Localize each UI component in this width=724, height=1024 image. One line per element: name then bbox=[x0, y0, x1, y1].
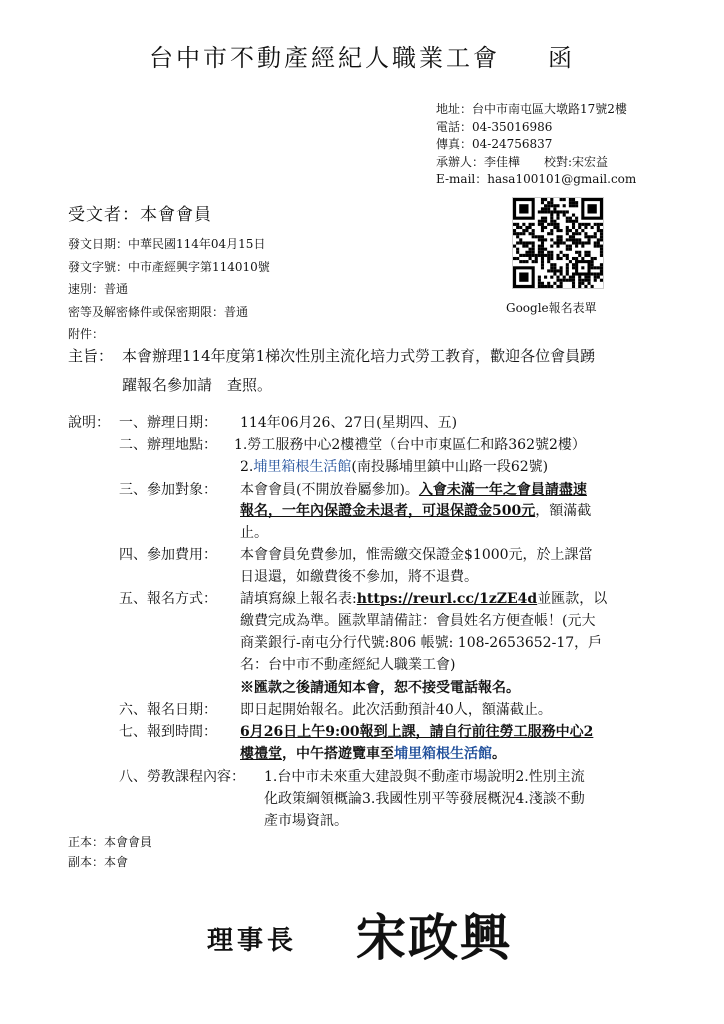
item3-text-3: 止。 bbox=[240, 525, 268, 541]
registration-link[interactable]: https://reurl.cc/1zZE4d bbox=[356, 591, 538, 607]
contact-phone: 電話：04-35016986 bbox=[436, 119, 553, 134]
item2-text-2-prefix: 2. bbox=[240, 459, 254, 475]
item4-label: 四、參加費用： bbox=[119, 547, 217, 563]
item5-text-4: 名：台中市不動產經紀人職業工會) bbox=[240, 657, 456, 673]
meta-speed: 速別：普通 bbox=[68, 282, 129, 296]
explanation-label: 說明： bbox=[68, 415, 110, 431]
contact-fax: 傳真：04-24756837 bbox=[436, 137, 553, 152]
item7-bold-1: 6月26日上午9:00報到上課，請自行前往勞工服務中心2 bbox=[240, 724, 594, 740]
cc-original: 正本：本會會員 bbox=[68, 835, 153, 849]
item5-text-1-suffix: 並匯款，以 bbox=[537, 591, 608, 607]
item7-bold-2-end: 。 bbox=[492, 746, 506, 762]
subject-line-2: 躍報名參加請 查照。 bbox=[122, 376, 273, 394]
qr-code-graphic bbox=[513, 198, 603, 288]
item7-place: 埔里箱根生活館 bbox=[394, 746, 492, 762]
org-title: 台中市不動產經紀人職業工會 bbox=[149, 44, 500, 72]
recipient: 受文者：本會會員 bbox=[68, 205, 212, 225]
item5-label: 五、報名方式： bbox=[119, 591, 217, 607]
item4-text-2: 日退還，如繳費後不參加，將不退費。 bbox=[240, 569, 478, 585]
item2-place: 埔里箱根生活館 bbox=[253, 459, 352, 475]
meta-block bbox=[68, 233, 270, 346]
meta-attachment: 附件： bbox=[68, 327, 105, 341]
item7-bold-2-mid: ，中午搭遊覽車至 bbox=[282, 746, 394, 762]
item3-line-2 bbox=[240, 500, 591, 522]
item2-text-2 bbox=[240, 456, 548, 478]
item3-line-1 bbox=[240, 479, 587, 501]
item5-text-3: 商業銀行-南屯分行代號:806 帳號: 108-2653652-17，戶 bbox=[240, 635, 603, 651]
item7-line-2 bbox=[240, 743, 506, 765]
item1-text: 114年06月26、27日(星期四、五) bbox=[240, 415, 458, 431]
item2-text-1: 1.勞工服務中心2樓禮堂（台中市東區仁和路362號2樓） bbox=[234, 437, 586, 453]
meta-secrecy: 密等及解密條件或保密期限：普通 bbox=[68, 304, 249, 319]
item7-bold-2-prefix: 樓禮堂 bbox=[240, 746, 282, 762]
item8-label: 八、勞教課程內容： bbox=[119, 769, 245, 785]
doc-type: 函 bbox=[548, 44, 575, 72]
contact-handler: 承辦人：李佳樺 校對:宋宏益 bbox=[436, 154, 609, 169]
contact-email: E-mail：hasa100101@gmail.com bbox=[436, 172, 637, 187]
item8-text-2: 化政策綱領概論3.我國性別平等發展概況4.淺談不動 bbox=[264, 791, 585, 807]
cc-copy: 副本：本會 bbox=[68, 855, 129, 869]
item4-text-1: 本會會員免費參加，惟需繳交保證金$1000元，於上課當 bbox=[240, 547, 593, 563]
qr-code-icon[interactable] bbox=[512, 197, 604, 289]
chairman-title: 理事長 bbox=[207, 926, 298, 956]
item7-label: 七、報到時間： bbox=[119, 724, 217, 740]
contact-address: 地址：台中市南屯區大墩路17號2樓 bbox=[436, 102, 627, 116]
item3-bold-1: 入會未滿一年之會員請盡速 bbox=[418, 482, 587, 498]
item6-label: 六、報名日期： bbox=[119, 702, 217, 718]
subject-line-1: 本會辦理114年度第1梯次性別主流化培力式勞工教育，歡迎各位會員踴 bbox=[122, 347, 596, 365]
item2-text-2-suffix: (南投縣埔里鎮中山路一段62號) bbox=[351, 459, 549, 475]
item5-line-1 bbox=[240, 588, 607, 610]
item1-label: 一、辦理日期： bbox=[119, 415, 217, 431]
item3-text-2: ，額滿截 bbox=[535, 503, 592, 519]
item2-label: 二、辦理地點： bbox=[119, 437, 217, 453]
qr-caption: Google報名表單 bbox=[506, 301, 597, 315]
subject-label: 主旨： bbox=[68, 347, 114, 365]
item3-label: 三、參加對象： bbox=[119, 482, 217, 498]
item5-text-2: 繳費完成為準。匯款單請備註：會員姓名方便查帳！(元大 bbox=[240, 613, 596, 629]
item6-text: 即日起開始報名。此次活動預計40人，額滿截止。 bbox=[240, 702, 552, 718]
item8-text-1: 1.台中市未來重大建設與不動產市場說明2.性別主流 bbox=[264, 769, 585, 785]
item3-text-1: 本會會員(不開放眷屬參加)。 bbox=[240, 482, 419, 498]
item8-text-3: 產市場資訊。 bbox=[264, 813, 348, 829]
meta-number: 發文字號：中市產經興字第114010號 bbox=[68, 259, 270, 274]
cc-block bbox=[68, 832, 152, 872]
document-title bbox=[0, 38, 724, 73]
item5-notice: ※匯款之後請通知本會，恕不接受電話報名。 bbox=[240, 680, 520, 696]
chairman-name: 宋政興 bbox=[356, 909, 512, 967]
contact-block bbox=[436, 101, 636, 189]
meta-date: 發文日期：中華民國114年04月15日 bbox=[68, 237, 266, 251]
item5-text-1-prefix: 請填寫線上報名表: bbox=[240, 591, 357, 607]
item3-bold-2: 報名，一年內保證金未退者，可退保證金500元 bbox=[240, 503, 536, 519]
